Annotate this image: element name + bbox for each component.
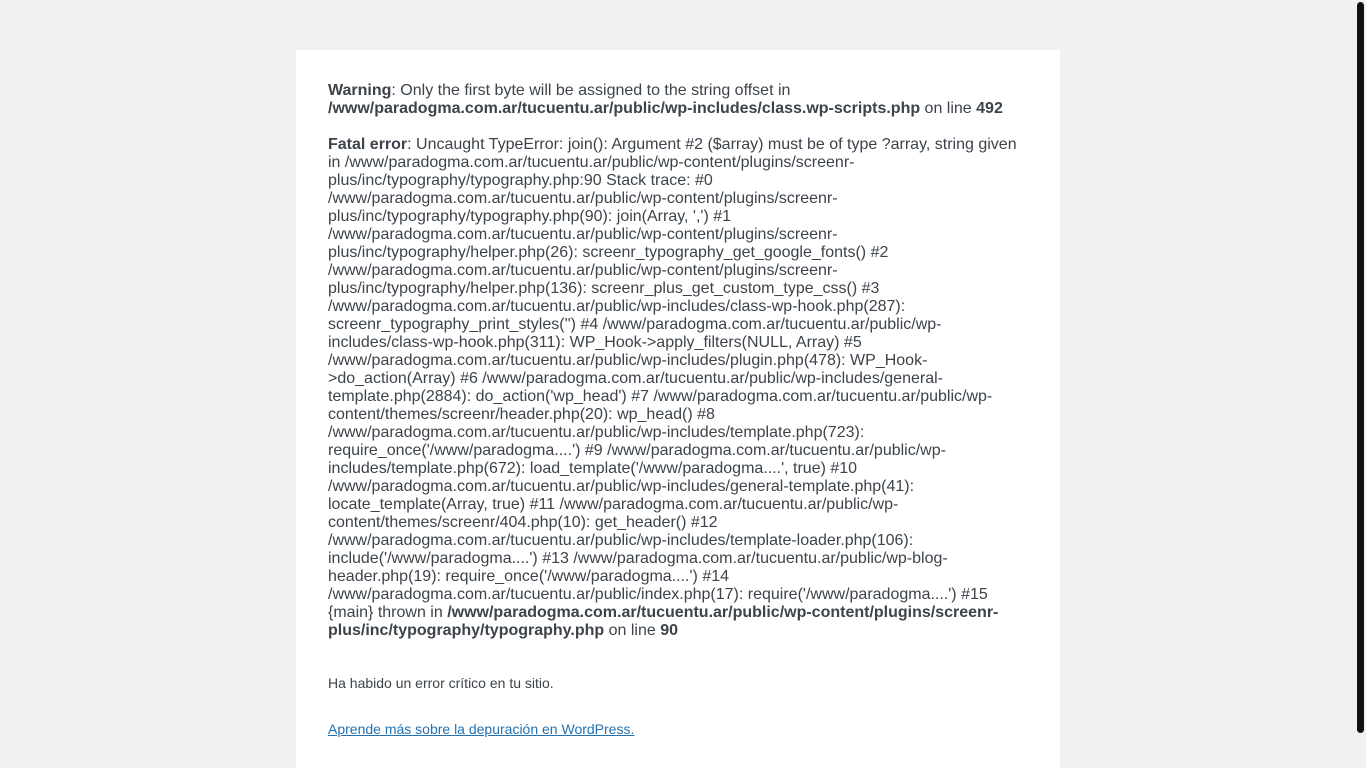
page-scrollbar[interactable] — [1356, 0, 1366, 768]
fatal-on-line-text: on line — [604, 622, 661, 639]
scrollbar-thumb[interactable] — [1357, 2, 1364, 733]
spacer — [328, 118, 1028, 136]
warning-label: Warning — [328, 82, 392, 99]
fatal-error-file-path: /www/paradogma.com.ar/tucuentu.ar/public/wp-content/plugins/screenr-plus/inc/typography/typography.php — [328, 604, 999, 639]
warning-text: : Only the first byte will be assigned to the string offset in — [391, 82, 795, 99]
warning-line-number: 492 — [976, 100, 1003, 117]
warning-file-path: /www/paradogma.com.ar/tucuentu.ar/public/wp-includes/class.wp-scripts.php — [328, 100, 921, 117]
warning-message — [328, 82, 1028, 118]
fatal-line-number: 90 — [660, 622, 678, 639]
learn-more-debugging-link[interactable]: Aprende más sobre la depuración en WordPress. — [328, 721, 635, 737]
critical-error-text: Ha habido un error crítico en tu sitio. — [328, 675, 554, 691]
warning-on-line-text: on line — [920, 100, 977, 117]
fatal-error-label: Fatal error — [328, 136, 408, 153]
fatal-error-text: : Uncaught TypeError: join(): Argument #2 ($array) must be of type ?array, string given in /www/paradogma.com.ar/tucuentu.ar/public/wp-content/plugins/screenr-plus/inc/typography/typography.php:90 Stack trace: #0 /www/paradogma.com.ar/tucuentu.ar/public/wp-content/plugins/screenr-plus/inc/typography/typography.php(90): join(Array, ',') #1 /www/paradogma.com.ar/tucuentu.ar/public/wp-content/plugins/screenr-plus/inc/typography/helper.php(26): screenr_typography_get_google_fonts() #2 /www/paradogma.com.ar/tucuentu.ar/public/wp-content/plugins/screenr-plus/inc/typography/helper.php(136): screenr_plus_get_custom_type_css() #3 /www/paradogma.com.ar/tucuentu.ar/public/wp-includes/class-wp-hook.php(287): screenr_typography_print_styles('') #4 /www/paradogma.com.ar/tucuentu.ar/public/wp-includes/class-wp-hook.php(311): WP_Hook->apply_filters(NULL, Array) #5 /www/paradogma.com.ar/tucuentu.ar/public/wp-includes/plugin.php(478): WP_Hook->do_action(Array) #6 /www/paradogma.com.ar/tucuentu.ar/public/wp-includes/general-template.php(2884): do_action('wp_head') #7 /www/paradogma.com.ar/tucuentu.ar/public/wp-content/themes/screenr/header.php(20): wp_head() #8 /www/paradogma.com.ar/tucuentu.ar/public/wp-includes/template.php(723): require_once('/www/paradogma....') #9 /www/paradogma.com.ar/tucuentu.ar/public/wp-includes/template.php(672): load_template('/www/paradogma....', true) #10 /www/paradogma.com.ar/tucuentu.ar/public/wp-includes/general-template.php(41): locate_template(Array, true) #11 /www/paradogma.com.ar/tucuentu.ar/public/wp-content/themes/screenr/404.php(10): get_header() #12 /www/paradogma.com.ar/tucuentu.ar/public/wp-includes/template-loader.php(106): include('/www/paradogma....') #13 /www/paradogma.com.ar/tucuentu.ar/public/wp-blog-header.php(19): require_once('/www/paradogma....') #14 /www/paradogma.com.ar/tucuentu.ar/public/index.php(17): require('/www/paradogma....') #15 {main} thrown in — [328, 136, 1022, 621]
error-page-card — [296, 50, 1060, 768]
fatal-error-message — [328, 136, 1028, 640]
